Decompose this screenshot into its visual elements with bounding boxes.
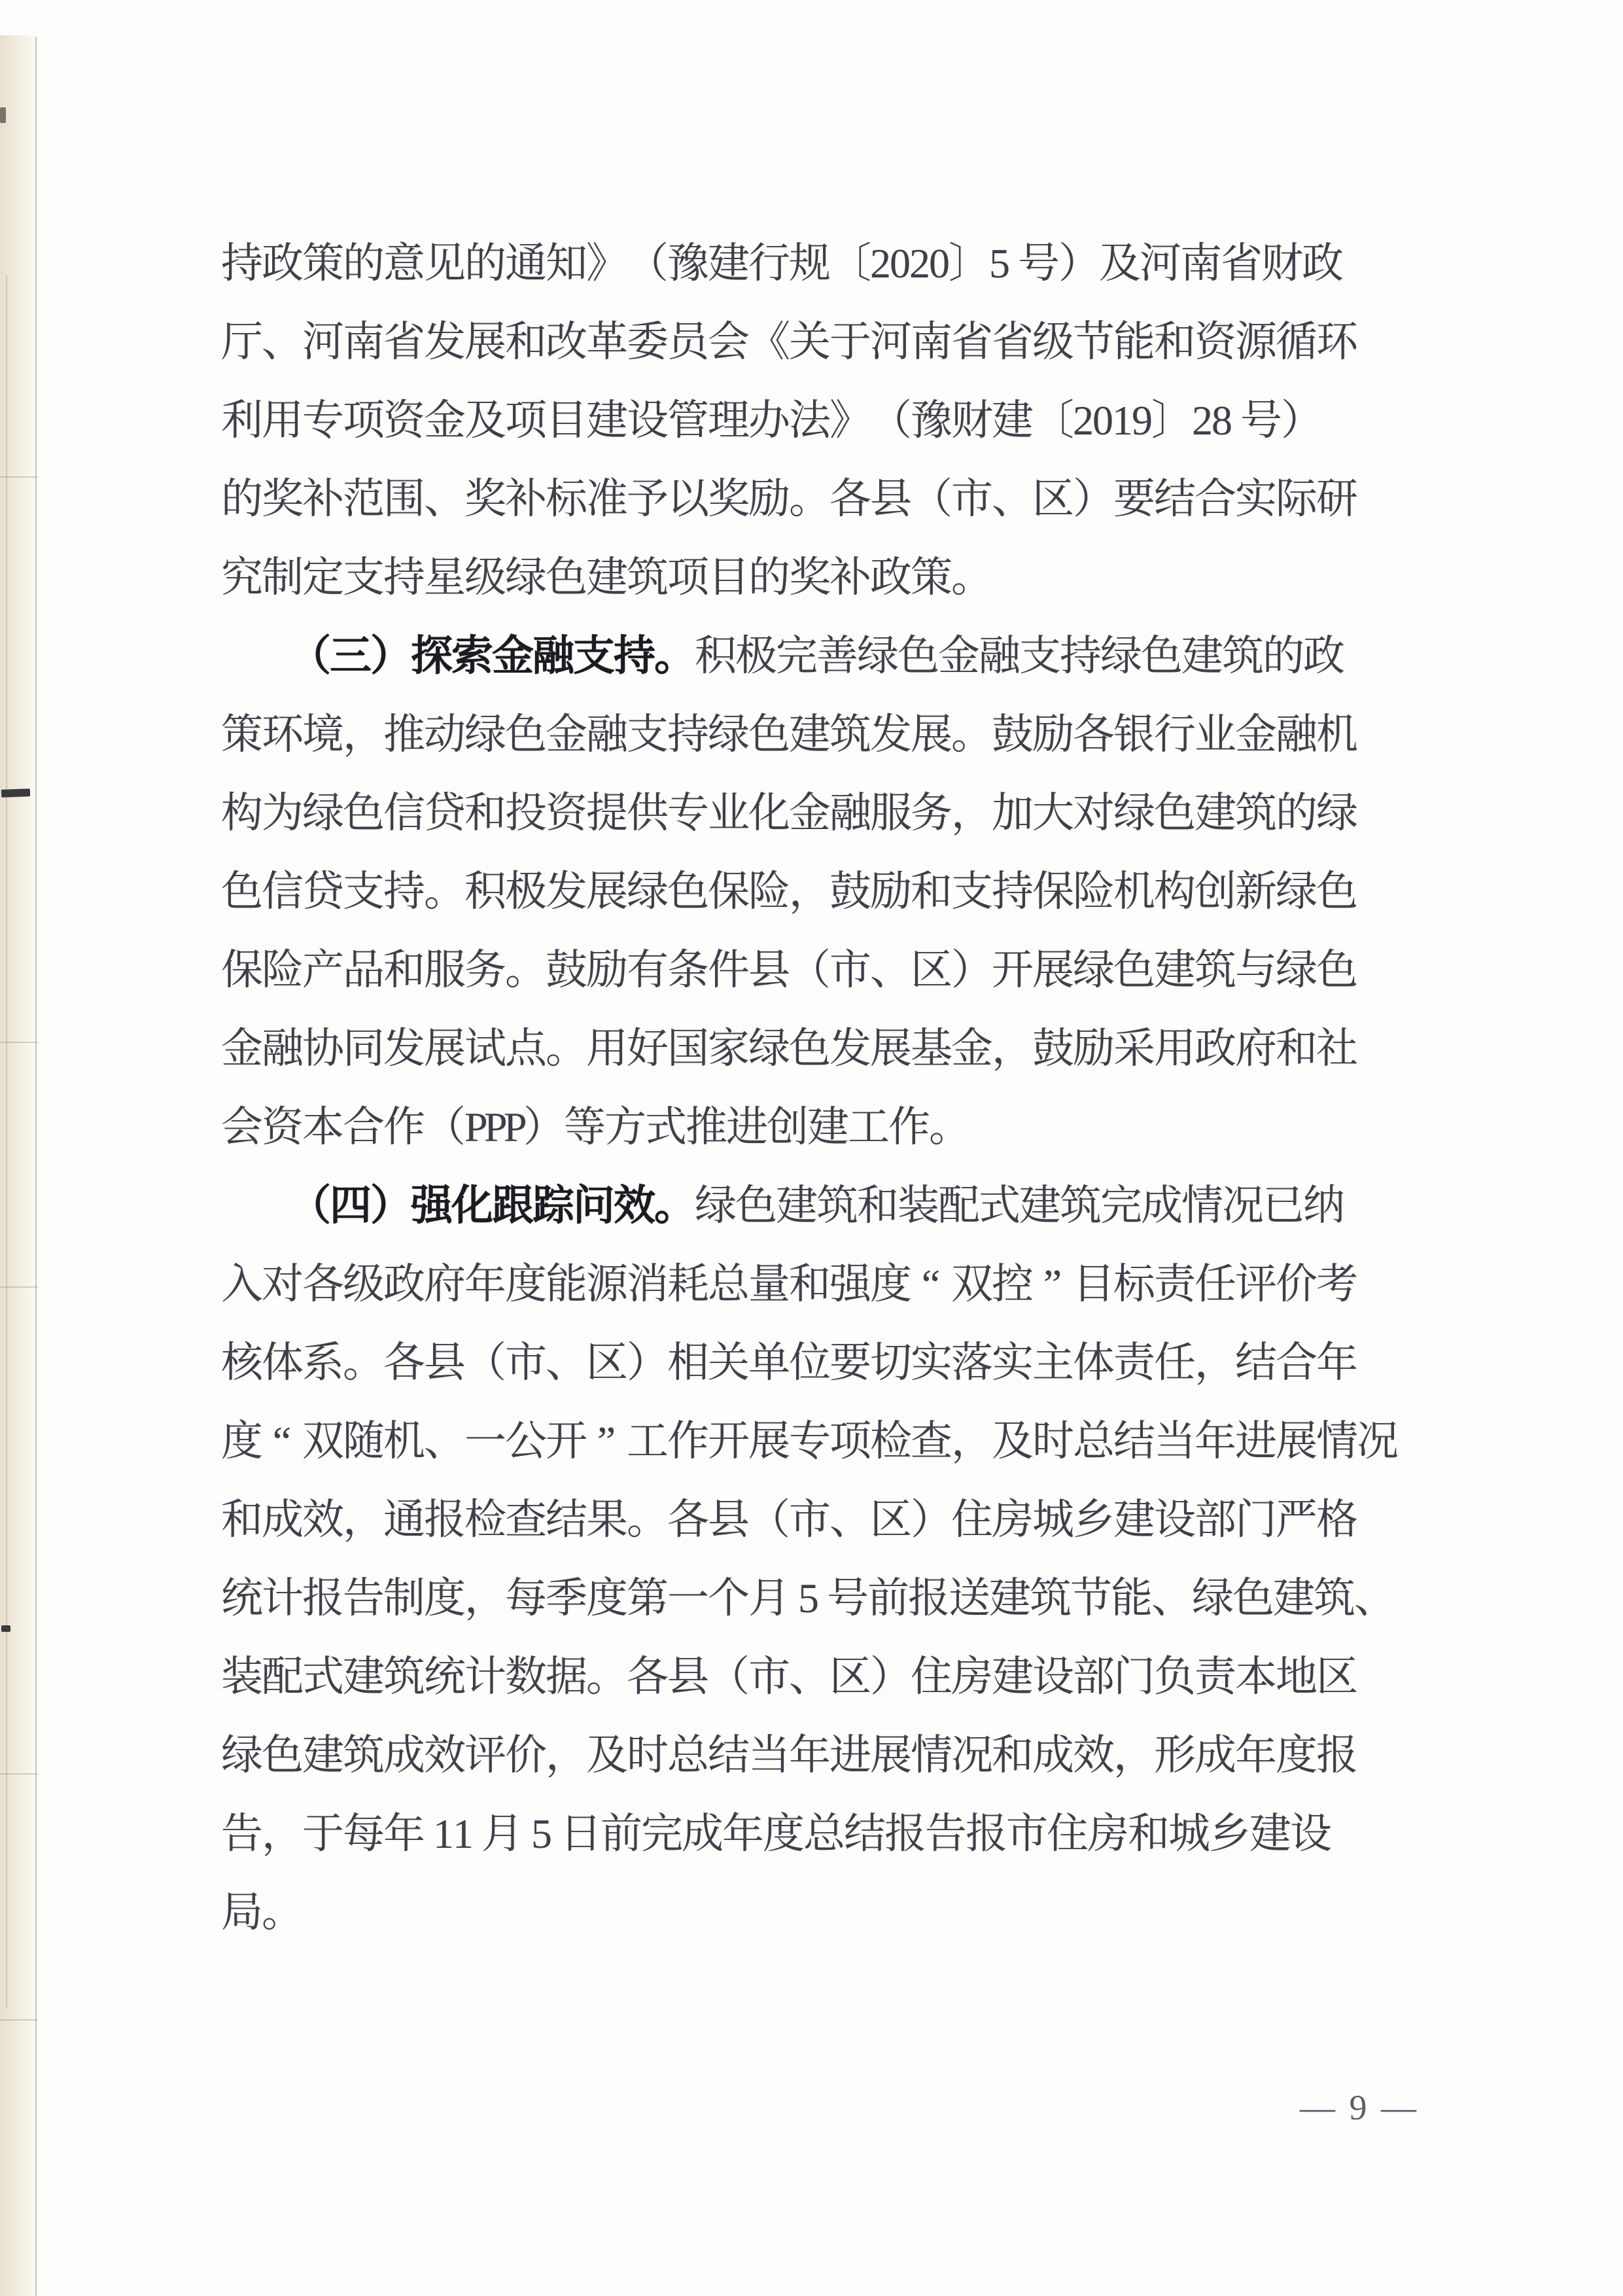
text-line: 和成效，通报检查结果。各县（市、区）住房城乡建设部门严格 <box>221 1496 1358 1543</box>
text-line: 绿色建筑成效评价，及时总结当年进展情况和成效，形成年度报 <box>221 1732 1358 1778</box>
text-line: 统计报告制度，每季度第一个月 5 号前报送建筑节能、绿色建筑、 <box>221 1575 1396 1621</box>
text-line: 究制定支持星级绿色建筑项目的奖补政策。 <box>221 554 993 601</box>
scan-edge-line-outer <box>6 275 7 2009</box>
text-line: （三）探索金融支持。积极完善绿色金融支持绿色建筑的政 <box>289 633 1345 679</box>
text-line: 局。 <box>221 1889 304 1935</box>
text-line: 保险产品和服务。鼓励有条件县（市、区）开展绿色建筑与绿色 <box>221 947 1358 993</box>
text-line: 告，于每年 11 月 5 日前完成年度总结报告报市住房和城乡建设 <box>221 1810 1332 1857</box>
scan-scratch <box>0 2019 38 2021</box>
text-line: 色信贷支持。积极发展绿色保险，鼓励和支持保险机构创新绿色 <box>221 868 1358 915</box>
text-line: （四）强化跟踪问效。绿色建筑和装配式建筑完成情况已纳 <box>289 1182 1345 1229</box>
text-line: 的奖补范围、奖补标准予以奖励。各县（市、区）要结合实际研 <box>221 476 1358 522</box>
scan-ink-mark <box>0 107 6 123</box>
scan-edge-line-inner <box>35 37 37 2296</box>
scan-scratch <box>0 1286 38 1288</box>
text-line: 利用专项资金及项目建设管理办法》（豫财建〔2019〕28 号） <box>221 397 1323 444</box>
text-line: 会资本合作（PPP）等方式推进创建工作。 <box>221 1104 971 1150</box>
scan-ink-mark <box>1 788 30 798</box>
text-line: 金融协同发展试点。用好国家绿色发展基金，鼓励采用政府和社 <box>221 1025 1358 1072</box>
text-line: 厅、河南省发展和改革委员会《关于河南省省级节能和资源循环 <box>221 319 1358 365</box>
page-number: — 9 — <box>1300 2088 1419 2127</box>
scan-ink-mark <box>1 1625 10 1632</box>
document-body <box>221 224 1399 1952</box>
text-line: 入对各级政府年度能源消耗总量和强度 “ 双控 ” 目标责任评价考 <box>221 1261 1358 1307</box>
text-line: 策环境，推动绿色金融支持绿色建筑发展。鼓励各银行业金融机 <box>221 711 1358 758</box>
text-line: 度 “ 双随机、一公开 ” 工作开展专项检查，及时总结当年进展情况 <box>221 1418 1399 1464</box>
text-line: 构为绿色信贷和投资提供专业化金融服务，加大对绿色建筑的绿 <box>221 790 1358 836</box>
scan-scratch <box>0 1773 38 1775</box>
scan-scratch <box>0 1042 38 1043</box>
text-line: 装配式建筑统计数据。各县（市、区）住房建设部门负责本地区 <box>221 1653 1358 1700</box>
text-line: 持政策的意见的通知》（豫建行规〔2020〕5 号）及河南省财政 <box>221 240 1344 287</box>
text-line: 核体系。各县（市、区）相关单位要切实落实主体责任，结合年 <box>221 1339 1358 1386</box>
scan-scratch <box>0 476 38 478</box>
